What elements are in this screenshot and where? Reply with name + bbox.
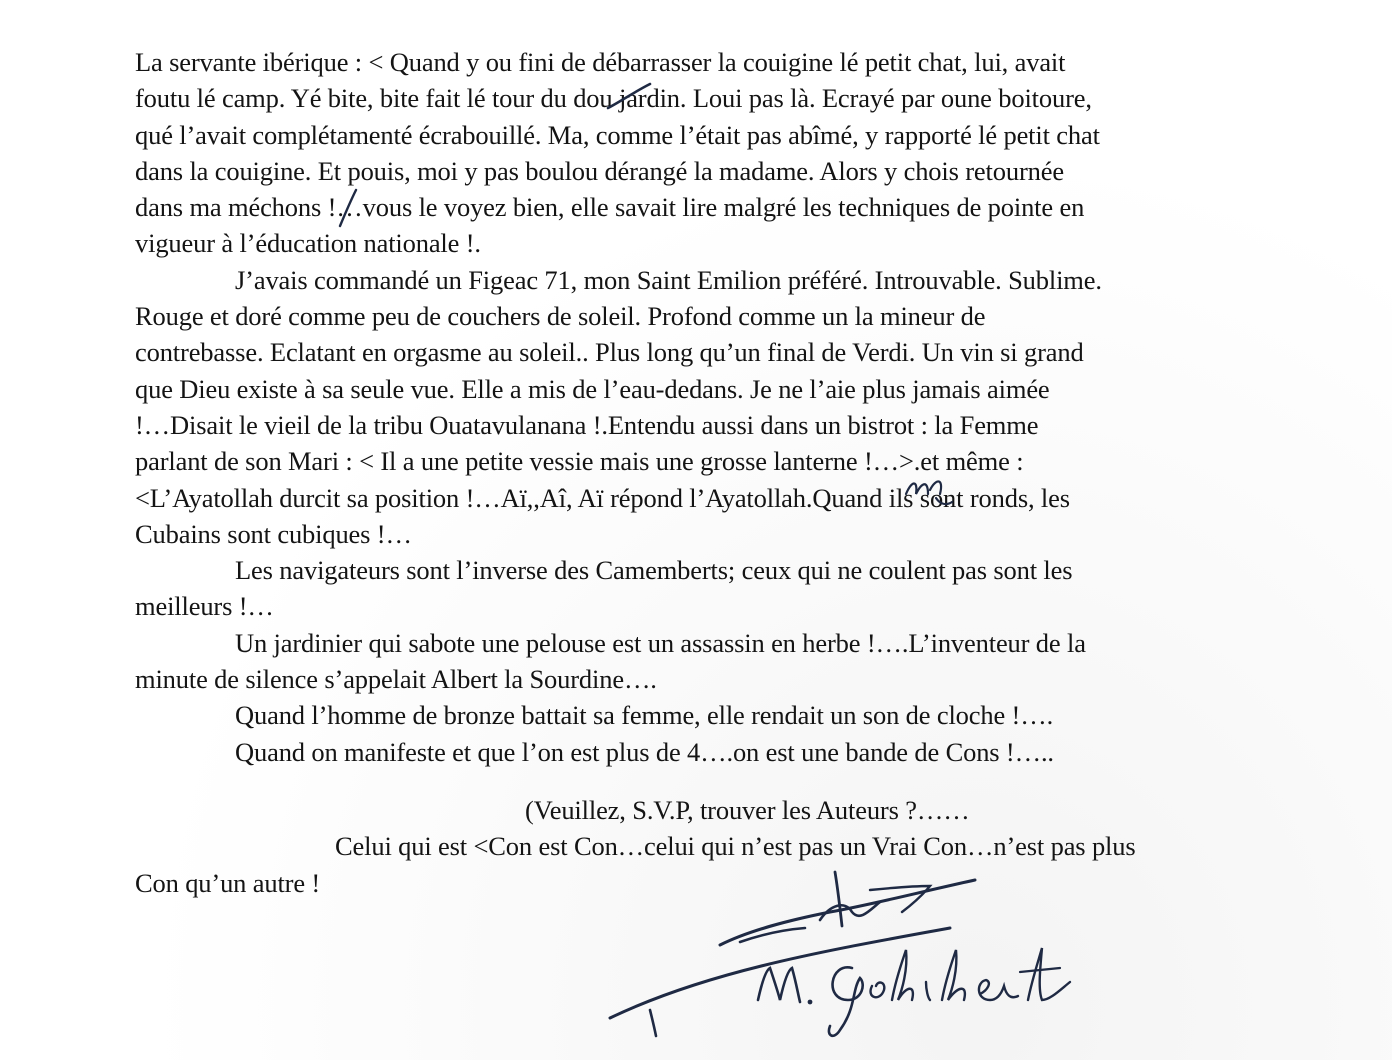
text-line: qué l’avait complétamenté écrabouillé. Ma, comme l’était pas abîmé, y rapporté lé petit chat [135, 119, 1100, 150]
handwritten-signature [590, 850, 1090, 1050]
text-line: Quand on manifeste et que l’on est plus de 4….on est une bande de Cons !….. [235, 736, 1054, 767]
text-line: Les navigateurs sont l’inverse des Camemberts; ceux qui ne coulent pas sont les [235, 555, 1073, 586]
text-line: foutu lé camp. Yé bite, bite fait lé tour du dou jardin. Loui pas là. Ecrayé par oune boitoure, [135, 83, 1092, 114]
text-line: Quand l’homme de bronze battait sa femme, elle rendait un son de cloche !…. [235, 700, 1054, 731]
text-line: La servante ibérique : < Quand y ou fini de débarrasser la couigine lé petit chat, lui, avait [135, 47, 1066, 77]
text-line: <L’Ayatollah durcit sa position !…Aï,,Aî, Aï répond l’Ayatollah.Quand ils sont ronds, les [135, 482, 1070, 513]
text-line: vigueur à l’éducation nationale !. [135, 228, 481, 259]
text-line: !…Disait le vieil de la tribu Ouatavulanana !.Entendu aussi dans un bistrot : la Femme [135, 409, 1039, 440]
text-line: Rouge et doré comme peu de couchers de soleil. Profond comme un la mineur de [135, 301, 986, 332]
spacer [135, 770, 1275, 792]
final-line: Celui qui est <Con est Con…celui qui n’est pas un Vrai Con…n’est pas plus [335, 831, 1136, 862]
text-line: J’avais commandé un Figeac 71, mon Saint Emilion préféré. Introuvable. Sublime. [235, 264, 1102, 295]
text-line: minute de silence s’appelait Albert la Sourdine…. [135, 664, 657, 695]
text-line: dans ma méchons !…vous le voyez bien, elle savait lire malgré les techniques de pointe en [135, 192, 1085, 223]
text-line: contrebasse. Eclatant en orgasme au soleil.. Plus long qu’un final de Verdi. Un vin si grand [135, 337, 1084, 368]
text-line: parlant de son Mari : < Il a une petite vessie mais une grosse lanterne !…>.et même : [135, 446, 1024, 477]
text-line: Un jardinier qui sabote une pelouse est un assassin en herbe !….L’inventeur de la [235, 627, 1086, 658]
text-line: que Dieu existe à sa seule vue. Elle a mis de l’eau-dedans. Je ne l’aie plus jamais aimée [135, 373, 1050, 404]
text-line: dans la couigine. Et pouis, moi y pas boulou dérangé la madame. Alors y chois retournée [135, 155, 1064, 186]
letter-body [135, 44, 1275, 901]
closing-line: (Veuillez, S.V.P, trouver les Auteurs ?…… [525, 794, 970, 825]
final-line: Con qu’un autre ! [135, 867, 321, 898]
text-line: meilleurs !… [135, 591, 274, 622]
text-line: Cubains sont cubiques !… [135, 518, 412, 549]
